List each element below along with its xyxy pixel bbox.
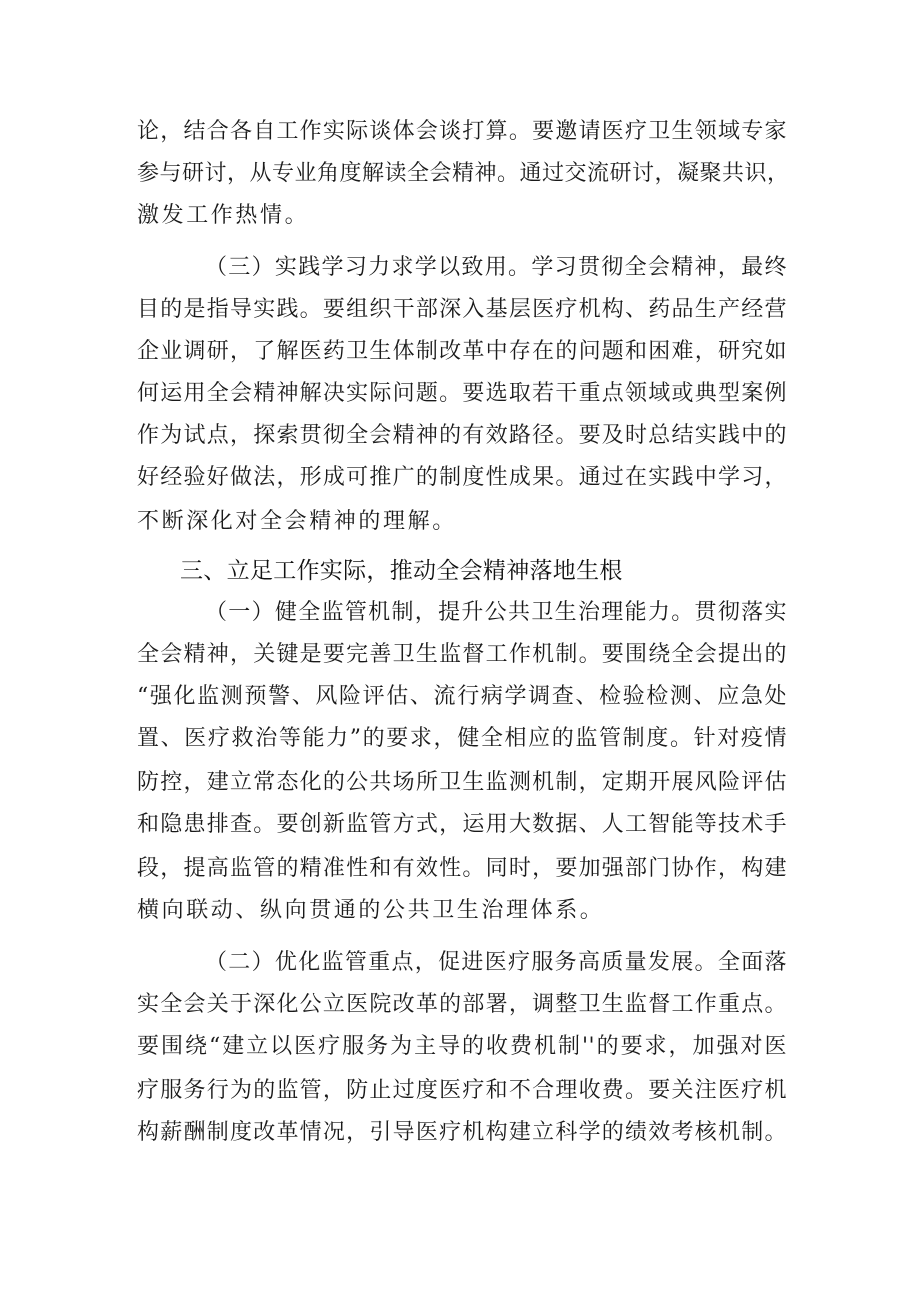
- body-text-line: 和隐患排查。要创新监管方式，运用大数据、人工智能等技术手: [137, 812, 787, 837]
- body-text-line: 实全会关于深化公立医院改革的部署，调整卫生监督工作重点。: [137, 992, 787, 1017]
- body-text-line: 置、医疗救治等能力”的要求，健全相应的监管制度。针对疫情: [137, 726, 787, 751]
- body-text-line: 作为试点，探索贯彻全会精神的有效路径。要及时总结实践中的: [137, 423, 787, 448]
- body-text-line: “强化监测预警、风险评估、流行病学调查、检验检测、应急处: [137, 684, 787, 709]
- body-text-line: 企业调研，了解医药卫生体制改革中存在的问题和困难，研究如: [137, 339, 787, 364]
- body-text-line: 要围绕“建立以医疗服务为主导的收费机制''的要求，加强对医: [137, 1034, 787, 1059]
- body-text-line: 横向联动、纵向贯通的公共卫生治理体系。: [137, 898, 605, 923]
- body-text-line: （一）健全监管机制，提升公共卫生治理能力。贯彻落实: [205, 600, 787, 625]
- body-text-line: 激发工作热情。: [137, 203, 310, 228]
- body-text-line: 全会精神，关键是要完善卫生监督工作机制。要围绕全会提出的: [137, 642, 787, 667]
- body-text-line: 参与研讨，从专业角度解读全会精神。通过交流研讨，凝聚共识，: [137, 161, 790, 186]
- section-heading: 三、立足工作实际，推动全会精神落地生根: [180, 558, 623, 584]
- body-text-line: （二）优化监管重点，促进医疗服务高质量发展。全面落: [205, 950, 787, 975]
- body-text-line: 好经验好做法，形成可推广的制度性成果。通过在实践中学习，: [137, 465, 787, 490]
- body-text-line: 不断深化对全会精神的理解。: [137, 509, 457, 534]
- body-text-line: 防控，建立常态化的公共场所卫生监测机制，定期开展风险评估: [137, 770, 787, 795]
- body-text-line: 疗服务行为的监管，防止过度医疗和不合理收费。要关注医疗机: [137, 1078, 787, 1103]
- body-text-line: 论，结合各自工作实际谈体会谈打算。要邀请医疗卫生领域专家: [137, 119, 787, 144]
- body-text-line: 目的是指导实践。要组织干部深入基层医疗机构、药品生产经营: [137, 297, 787, 322]
- body-text-line: 何运用全会精神解决实际问题。要选取若干重点领域或典型案例: [137, 381, 787, 406]
- body-text-line: 段，提高监管的精准性和有效性。同时，要加强部门协作，构建: [137, 856, 787, 881]
- body-text-line: （三）实践学习力求学以致用。学习贯彻全会精神，最终: [205, 255, 787, 280]
- body-text-line: 构薪酬制度改革情况，引导医疗机构建立科学的绩效考核机制。: [137, 1120, 787, 1145]
